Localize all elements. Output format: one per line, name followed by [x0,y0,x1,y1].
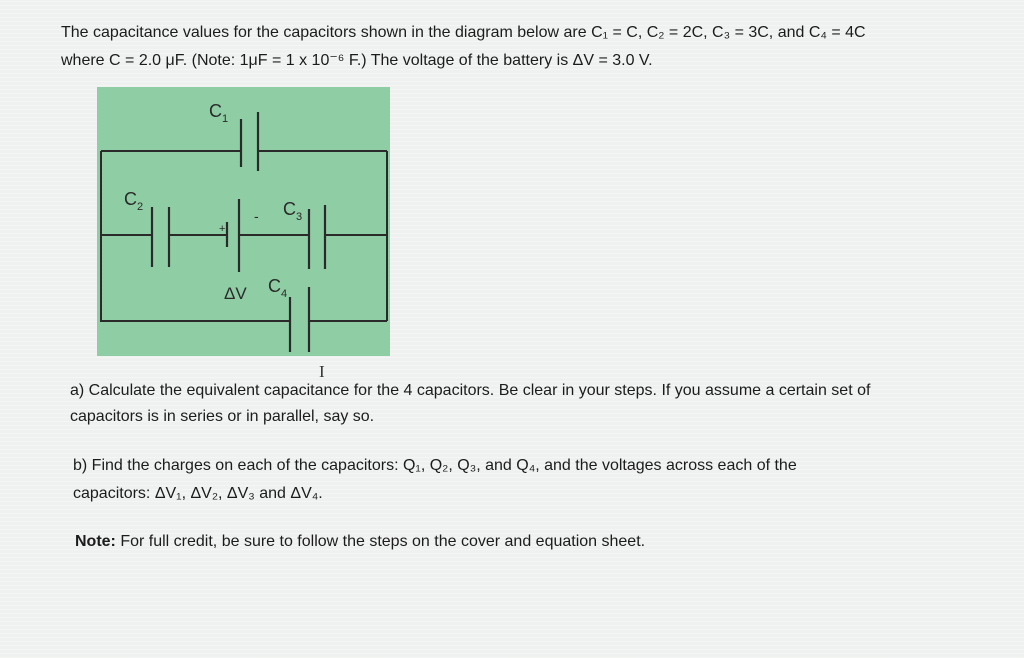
part-b-line-2: capacitors: ΔV₁, ΔV₂, ΔV₃ and ΔV₄. [73,485,323,502]
battery-plus-sign: + [219,223,226,235]
text-cursor-icon: I [319,362,325,381]
c3-label: $C_3$ [283,199,303,223]
problem-intro-line-2: where C = 2.0 μF. (Note: 1μF = 1 x 10⁻⁶ F.) The voltage of the battery is ΔV = 3.0 V. [61,52,653,69]
battery-voltage-label: ΔV [224,284,247,303]
problem-intro-line-1: The capacitance values for the capacitors shown in the diagram below are C₁ = C, C₂ = 2C, C₃ = 3C, and C₄ = 4C [61,24,866,41]
c1-label: $C_1$ [209,101,229,125]
note-label: Note: [75,533,116,550]
c2-label: $C_2$ [124,189,144,213]
part-a-line-1: a) Calculate the equivalent capacitance for the 4 capacitors. Be clear in your steps. If you assume a certain set of [70,382,871,399]
note-paragraph [75,532,645,552]
circuit-diagram [97,87,390,356]
battery-minus-sign: - [254,208,259,224]
part-b-line-1: b) Find the charges on each of the capacitors: Q₁, Q₂, Q₃, and Q₄, and the voltages across each of the [73,457,797,474]
circuit-svg [97,87,390,356]
c4-label: $C_4$ [268,276,288,300]
c1-branch-wires [101,151,387,235]
note-text: For full credit, be sure to follow the steps on the cover and equation sheet. [115,533,646,550]
part-a-line-2: capacitors is in series or in parallel, say so. [70,408,375,425]
